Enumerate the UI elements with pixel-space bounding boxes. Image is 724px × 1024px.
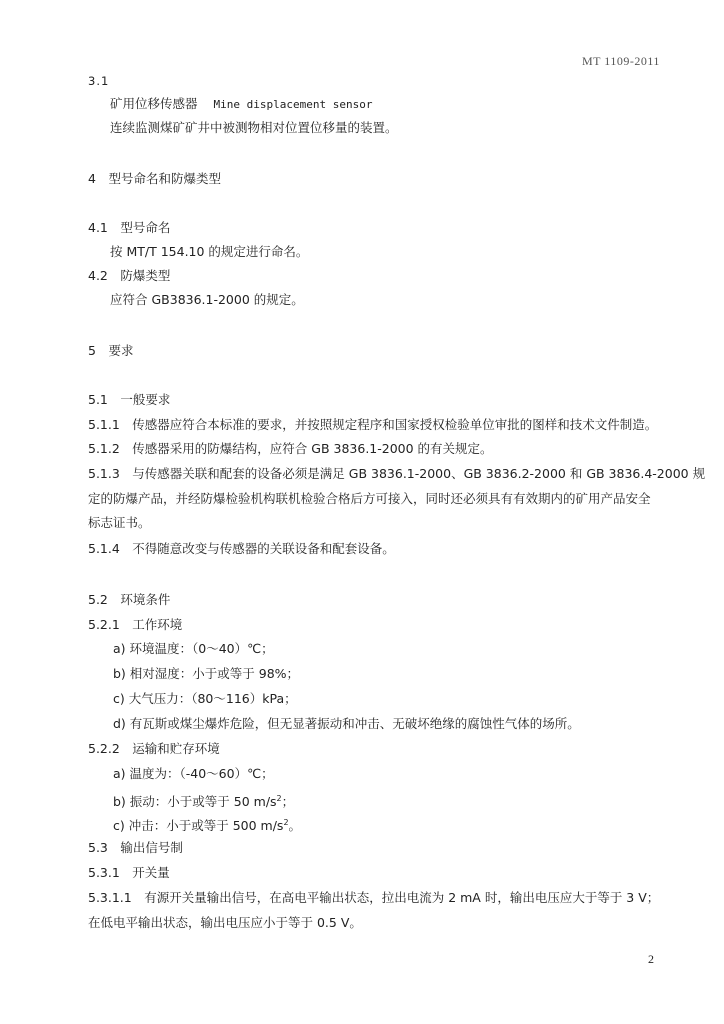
- standard-code-header: MT 1109-2011: [582, 54, 660, 68]
- clause-heading: 5.2.1 工作环境: [88, 617, 183, 632]
- subsection-heading: 4.2 防爆类型: [88, 268, 171, 283]
- clause-paragraph: 5.1.2 传感器采用的防爆结构，应符合 GB 3836.1-2000 的有关规定。: [88, 441, 493, 456]
- clause-heading: 5.3.1 开关量: [88, 865, 170, 880]
- subsection-heading: 5.3 输出信号制: [88, 840, 183, 855]
- subsection-heading: 5.1 一般要求: [88, 392, 171, 407]
- paragraph: 应符合 GB3836.1-2000 的规定。: [110, 292, 304, 307]
- page-number: 2: [648, 952, 654, 966]
- term-definition: 连续监测煤矿矿井中被测物相对位置位移量的装置。: [110, 120, 398, 135]
- paragraph: 按 MT/T 154.10 的规定进行命名。: [110, 244, 309, 259]
- subsection-heading: 4.1 型号命名: [88, 220, 171, 235]
- list-item: b) 相对湿度：小于或等于 98%；: [113, 666, 300, 681]
- list-item: b) 振动：小于或等于 50 $m/s^2$；: [113, 794, 295, 810]
- clause-paragraph: 在低电平输出状态，输出电压应小于等于 0.5 V。: [88, 915, 362, 930]
- section-heading: 4 型号命名和防爆类型: [88, 171, 221, 186]
- list-item: a) 温度为：（-40～60）℃；: [113, 766, 274, 781]
- clause-paragraph: 标志证书。: [88, 515, 151, 530]
- clause-paragraph: 5.1.1 传感器应符合本标准的要求，并按照规定程序和国家授权检验单位审批的图样和技术文件制造。: [88, 417, 658, 432]
- section-heading: 5 要求: [88, 343, 134, 358]
- clause-heading: 5.2.2 运输和贮存环境: [88, 741, 220, 756]
- clause-paragraph: 定的防爆产品，并经防爆检验机构联机检验合格后方可接入，同时还必须具有有效期内的矿用产品安全: [88, 491, 651, 506]
- clause-paragraph: 5.1.3 与传感器关联和配套的设备必须是满足 GB 3836.1-2000、GB 3836.2-2000 和 GB 3836.4-2000 规: [88, 466, 706, 481]
- term-chinese: 矿用位移传感器: [110, 96, 198, 111]
- clause-number: 3.1: [88, 74, 110, 88]
- subsection-heading: 5.2 环境条件: [88, 592, 171, 607]
- clause-paragraph: 5.1.4 不得随意改变与传感器的关联设备和配套设备。: [88, 541, 395, 556]
- list-item: c) 大气压力：（80～116）kPa；: [113, 691, 297, 706]
- list-item: c) 冲击：小于或等于 500 $m/s^2$。: [113, 818, 302, 834]
- term-title: [110, 96, 372, 113]
- clause-paragraph: 5.3.1.1 有源开关量输出信号，在高电平输出状态，拉出电流为 2 mA 时，输出电压应大于等于 3 V；: [88, 890, 660, 905]
- list-item: a) 环境温度：（0～40）℃；: [113, 641, 274, 656]
- term-english: Mine displacement sensor: [213, 98, 373, 111]
- list-item: d) 有瓦斯或煤尘爆炸危险，但无显著振动和冲击、无破坏绝缘的腐蚀性气体的场所。: [113, 716, 580, 731]
